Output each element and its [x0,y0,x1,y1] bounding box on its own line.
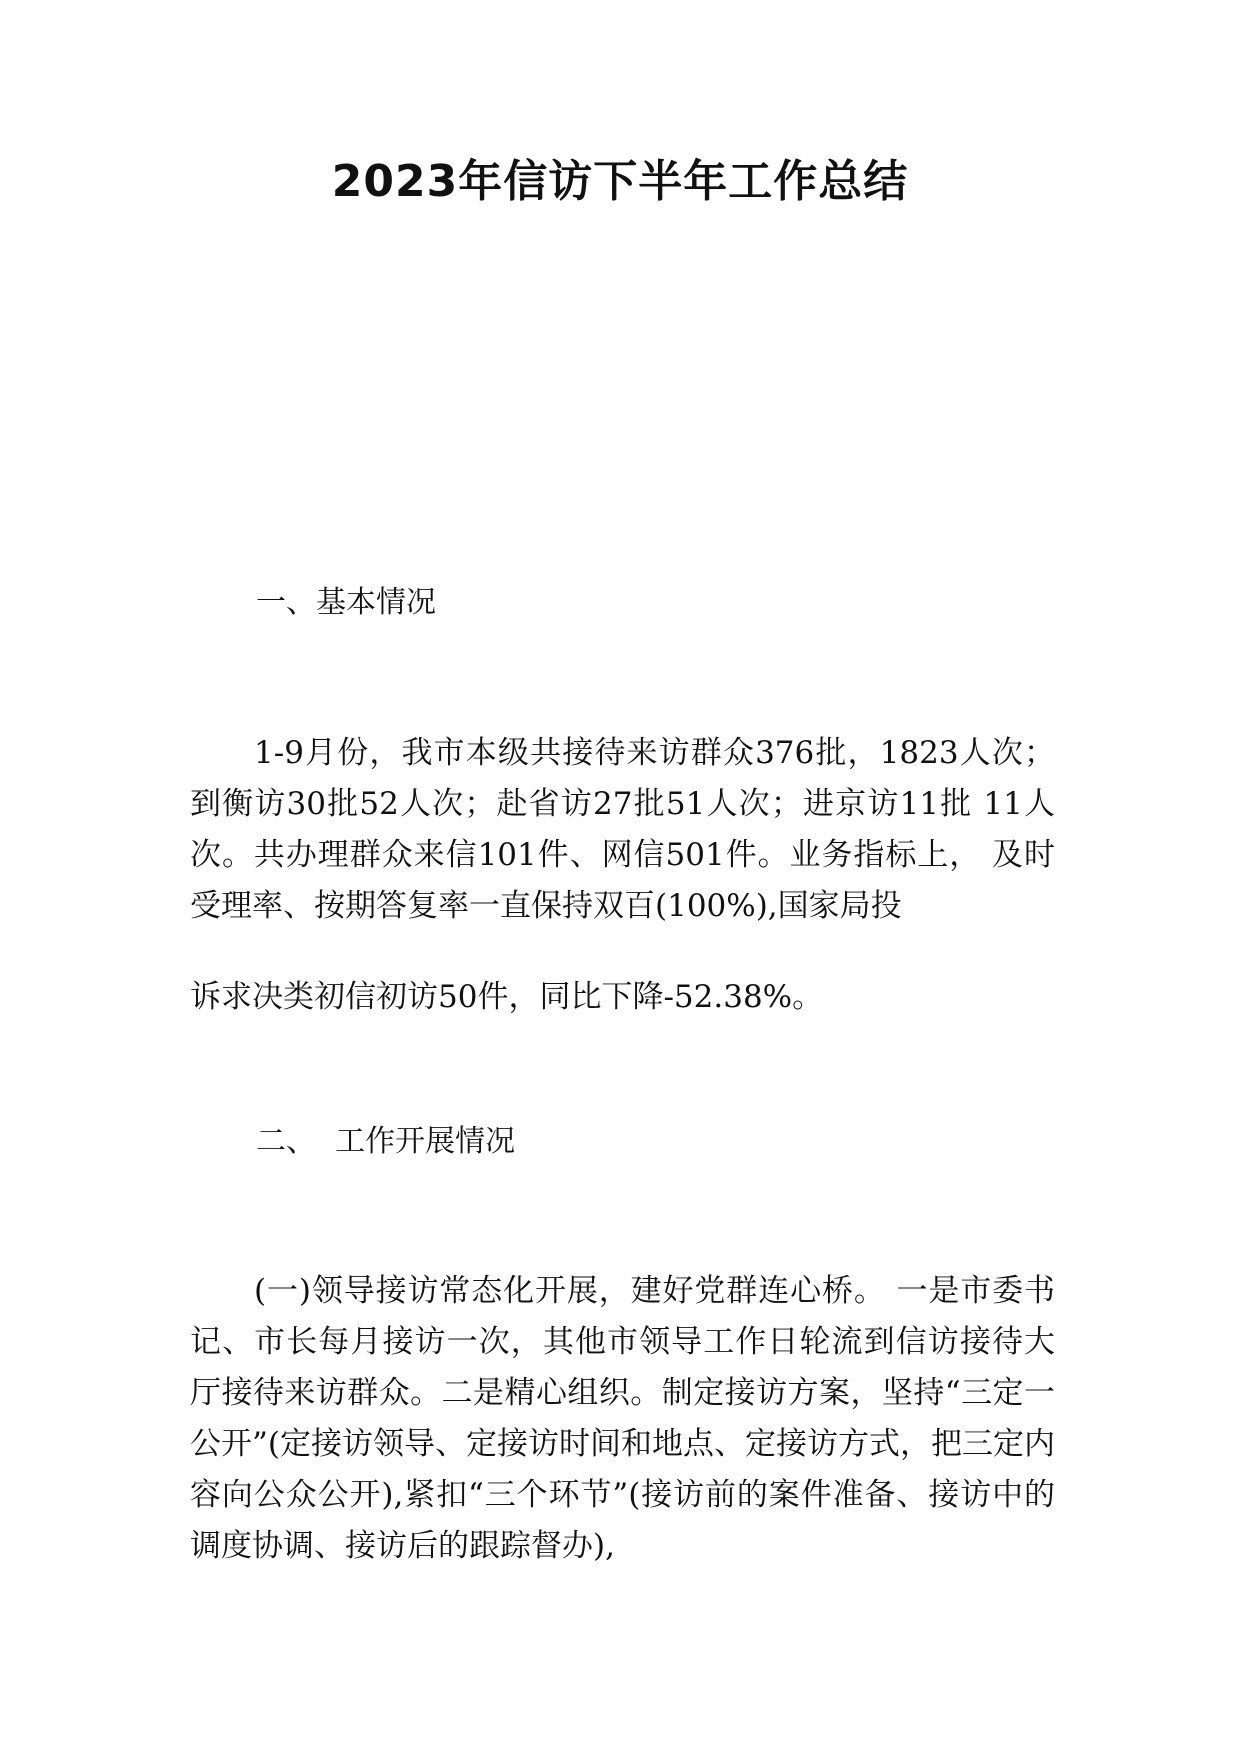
paragraph-basic-statistics: 1-9月份，我市本级共接待来访群众376批，1823人次； 到衡访30批52人次；赴省访27批51人次；进京访11批 11人次。共办理群众来信101件、网信501件。业务指标上， 及时受理率、按期答复率一直保持双百(100%),国家局投 [190,735,1055,924]
document-title: 2023年信访下半年工作总结 [331,156,909,207]
paragraph-complaint-statistics: 诉求决类初信初访50件，同比下降-52.38%。 [190,979,824,1015]
section-heading-basic-situation: 一、基本情况 [256,585,436,620]
section-heading-work-progress: 二、 工作开展情况 [256,1124,516,1159]
paragraph-leader-reception: (一)领导接访常态化开展，建好党群连心桥。 一是市委书记、市长每月接访一次，其他市领导工作日轮流到信访接待大厅接待来访群众。二是精心组织。制定接访方案，坚持“三定一公开”(定接访领导、定接访时间和地点、定接访方式，把三定内容向公众公开),紧扣“三个环节”(接访前的案件准备、接访中的调度协调、接访后的跟踪督办), [190,1273,1055,1564]
